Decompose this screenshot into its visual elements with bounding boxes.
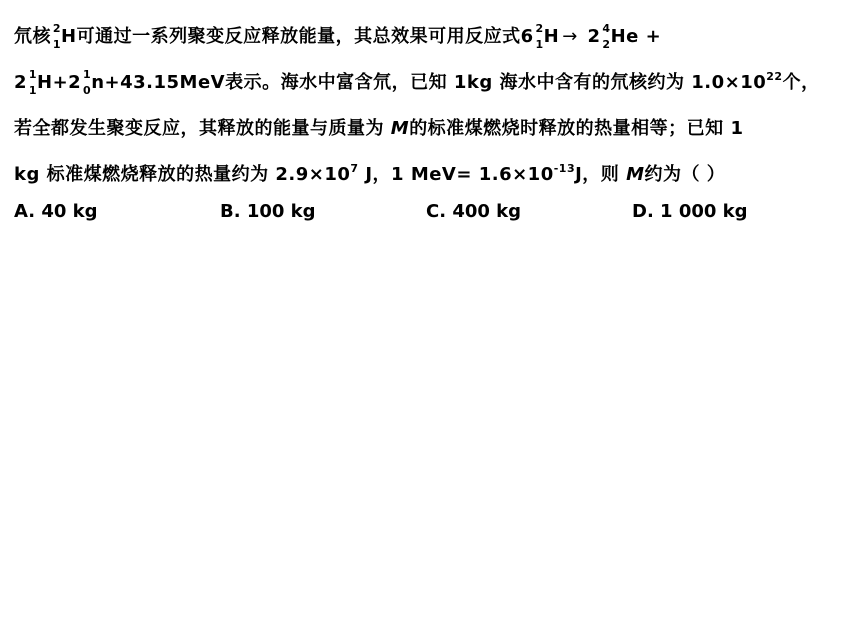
- text: 2: [14, 72, 28, 93]
- option-d[interactable]: D. 1 000 kg: [632, 201, 748, 222]
- text: 若全都发生聚变反应，其释放的能量与质量为: [14, 118, 391, 139]
- charge-number: 0: [83, 84, 92, 97]
- question-line-2: [14, 60, 846, 106]
- mass-number: 4: [602, 22, 611, 35]
- text: 约为（ ）: [644, 164, 726, 185]
- element-symbol: n+43.15MeV表示。海水中富含氘，已知 1kg 海水中含有的氘核约为 1.0×10: [91, 72, 767, 93]
- exponent: 7: [350, 162, 359, 175]
- question-line-3: [14, 106, 846, 152]
- option-b[interactable]: B. 100 kg: [220, 201, 316, 222]
- reaction-arrow: →: [562, 26, 578, 47]
- nuclide-deuterium: [51, 14, 77, 60]
- element-symbol: H: [543, 26, 560, 47]
- text: +: [638, 26, 662, 47]
- text: J，1 MeV= 1.6×10: [358, 164, 554, 185]
- charge-number: 2: [602, 38, 611, 51]
- charge-number: 1: [535, 38, 544, 51]
- variable-m: M: [390, 118, 410, 139]
- text: J，则: [575, 164, 627, 185]
- text: 可通过一系列聚变反应释放能量，其总效果可用反应式6: [76, 26, 534, 47]
- mass-number: 1: [83, 68, 92, 81]
- text: 氘核: [14, 26, 51, 47]
- question-line-4: [14, 152, 846, 198]
- option-c[interactable]: C. 400 kg: [426, 201, 522, 222]
- question-line-1: [14, 14, 846, 60]
- charge-number: 1: [28, 84, 38, 97]
- nuclide-neutron: [81, 60, 766, 106]
- element-symbol: H: [61, 26, 77, 47]
- answer-options: [14, 201, 846, 231]
- nuclide-deuterium: [534, 14, 560, 60]
- text: 的标准煤燃烧时释放的热量相等；已知 1: [409, 118, 744, 139]
- exponent: 22: [766, 70, 783, 83]
- mass-number: 2: [52, 22, 61, 35]
- exponent: -13: [553, 162, 576, 175]
- nuclide-hydrogen: [27, 60, 81, 106]
- option-a[interactable]: A. 40 kg: [14, 201, 98, 222]
- question-text: [14, 14, 846, 198]
- charge-number: 1: [52, 38, 61, 51]
- text: 个，: [782, 72, 820, 93]
- element-symbol: He: [610, 26, 639, 47]
- mass-number: 2: [535, 22, 544, 35]
- variable-m: M: [626, 164, 645, 185]
- element-symbol: H+2: [37, 72, 82, 93]
- text: kg 标准煤燃烧释放的热量约为 2.9×10: [14, 164, 351, 185]
- text: 2: [580, 26, 601, 47]
- nuclide-helium: [601, 14, 639, 60]
- mass-number: 1: [28, 68, 38, 81]
